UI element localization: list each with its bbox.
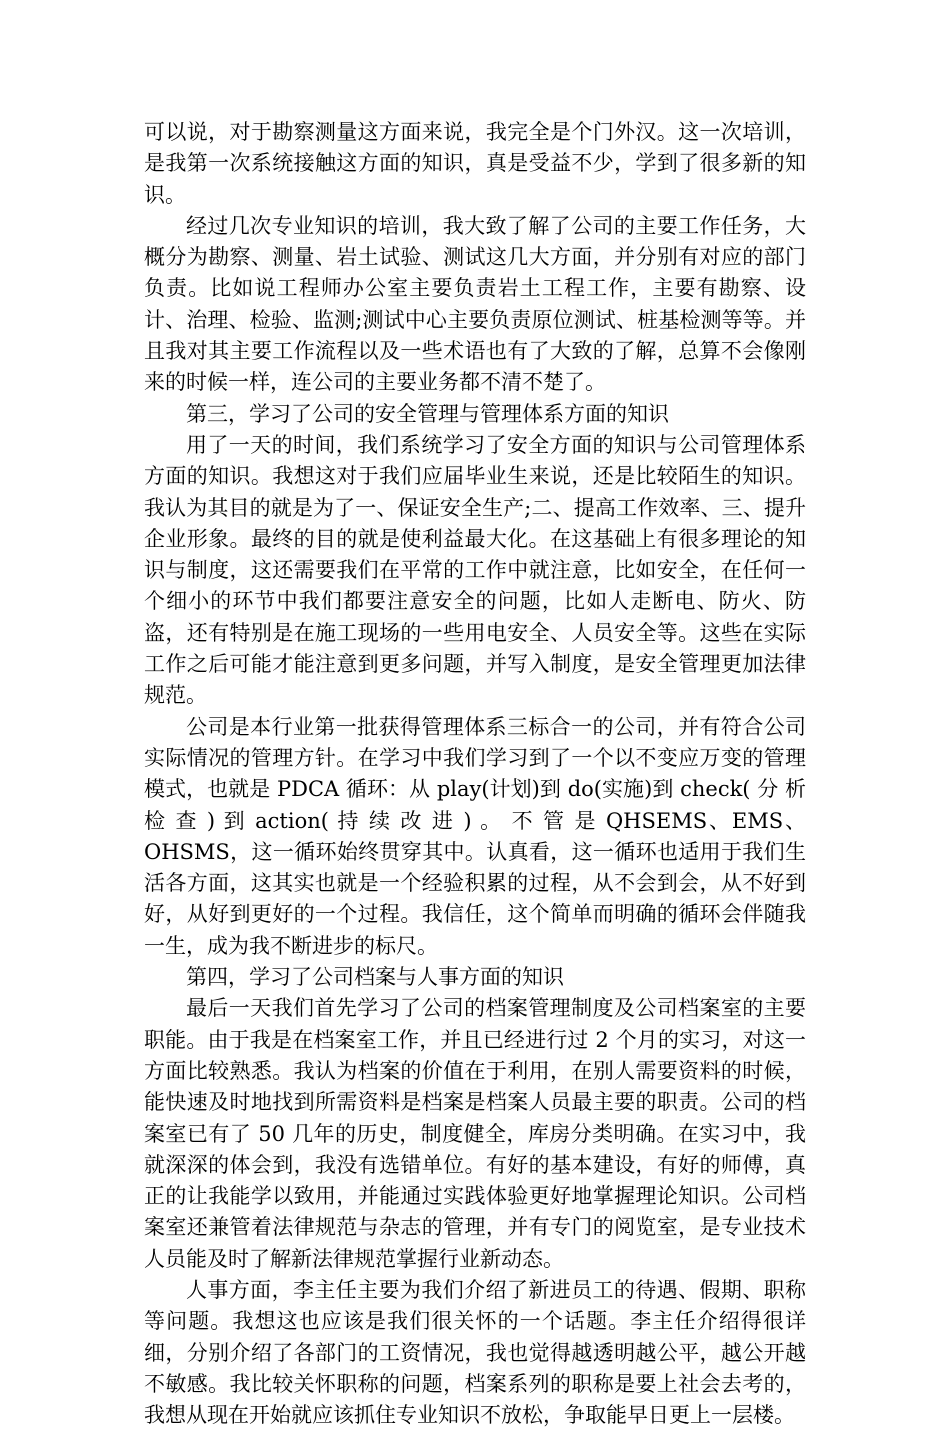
paragraph-personnel: 人事方面，李主任主要为我们介绍了新进员工的待遇、假期、职称等问题。我想这也应该是我们很关怀的一个话题。李主任介绍得很详细，分别介绍了各部门的工资情况，我也觉得越透明越公平，越公开越不敏感。我比较关怀职称的问题，档案系列的职称是要上社会去考的，我想从现在开始就应该抓住专业知识不放松，争取能早日更上一层楼。 (144, 1277, 806, 1428)
paragraph-pdca: 公司是本行业第一批获得管理体系三标合一的公司，并有符合公司实际情况的管理方针。在学习中我们学习到了一个以不变应万变的管理模式，也就是 PDCA 循环：从 play(计划)到 do(实施)到 check( 分 析 检 查 ) 到 action( 持 续 改 进 ) 。 不 管 是 QHSEMS、EMS、OHSMS，这一循环始终贯穿其中。认真看，这一循环也适用于我们生活各方面，这其实也就是一个经验积累的过程，从不会到会，从不好到好，从好到更好的一个过程。我信任，这个简单而明确的循环会伴随我一生，成为我不断进步的标尺。 (144, 714, 806, 958)
paragraph-intro: 可以说，对于勘察测量这方面来说，我完全是个门外汉。这一次培训，是我第一次系统接触这方面的知识，真是受益不少，学到了很多新的知识。 (144, 120, 806, 207)
section-heading-archives: 第四，学习了公司档案与人事方面的知识 (186, 965, 564, 990)
paragraph-safety: 用了一天的时间，我们系统学习了安全方面的知识与公司管理体系方面的知识。我想这对于我们应届毕业生来说，还是比较陌生的知识。我认为其目的就是为了一、保证安全生产;二、提高工作效率、三、提升企业形象。最终的目的就是使利益最大化。在这基础上有很多理论的知识与制度，这还需要我们在平常的工作中就注意，比如安全，在任何一个细小的环节中我们都要注意安全的问题，比如人走断电、防火、防盗，还有特别是在施工现场的一些用电安全、人员安全等。这些在实际工作之后可能才能注意到更多问题，并写入制度，是安全管理更加法律规范。 (144, 432, 806, 708)
paragraph-archives: 最后一天我们首先学习了公司的档案管理制度及公司档案室的主要职能。由于我是在档案室工作，并且已经进行过 2 个月的实习，对这一方面比较熟悉。我认为档案的价值在于利用，在别人需要资料的时候，能快速及时地找到所需资料是档案是档案人员最主要的职责。公司的档案室已有了 50 几年的历史，制度健全，库房分类明确。在实习中，我就深深的体会到，我没有选错单位。有好的基本建设，有好的师傅，真正的让我能学以致用，并能通过实践体验更好地掌握理论知识。公司档案室还兼管着法律规范与杂志的管理，并有专门的阅览室，是专业技术人员能及时了解新法律规范掌握行业新动态。 (144, 996, 806, 1271)
paragraph-work-tasks: 经过几次专业知识的培训，我大致了解了公司的主要工作任务，大概分为勘察、测量、岩土试验、测试这几大方面，并分别有对应的部门负责。比如说工程师办公室主要负责岩土工程工作，主要有勘察、设计、治理、检验、监测;测试中心主要负责原位测试、桩基检测等等。并且我对其主要工作流程以及一些术语也有了大致的了解，总算不会像刚来的时候一样，连公司的主要业务都不清不楚了。 (144, 213, 806, 395)
document-body (144, 117, 806, 1431)
section-heading-safety: 第三，学习了公司的安全管理与管理体系方面的知识 (186, 401, 669, 426)
